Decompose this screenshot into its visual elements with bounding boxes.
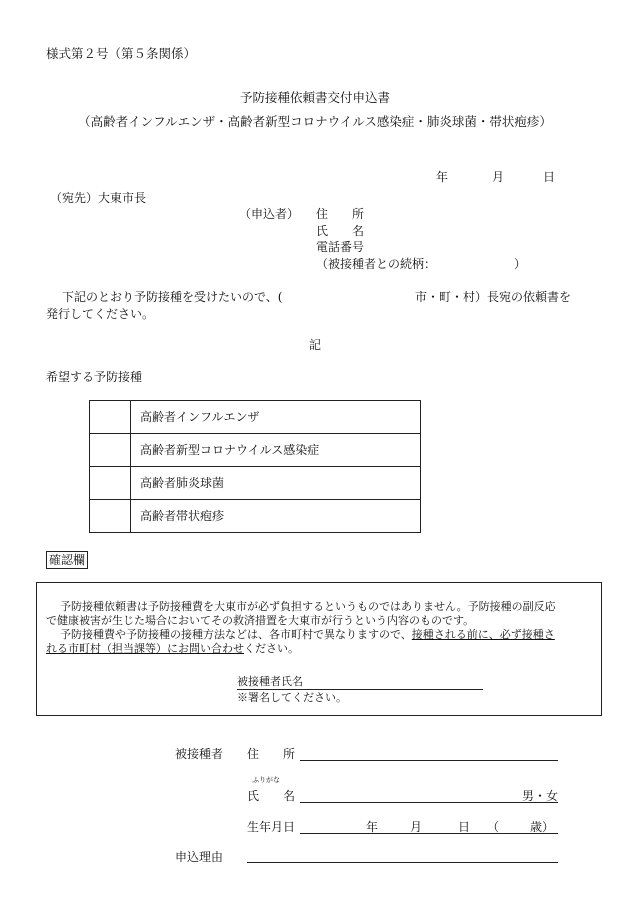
vaccine-table xyxy=(89,400,421,533)
age-open-paren: （ xyxy=(487,820,500,834)
applicant-label: （申込者） xyxy=(239,207,300,221)
form-number: 様式第２号（第５条関係） xyxy=(46,46,197,61)
notice-para2-line2 xyxy=(46,642,299,656)
sign-label: 被接種者氏名 xyxy=(237,675,303,688)
date-month-label: 月 xyxy=(492,170,505,184)
vaccine-checkbox[interactable] xyxy=(90,500,131,533)
vaccine-checkbox[interactable] xyxy=(90,467,131,500)
notice-para1-line2: で健康被害が生じた場合においてその救済措置を大東市が行うという内容のものです。 xyxy=(46,614,475,627)
desired-vaccination-label: 希望する予防接種 xyxy=(46,370,143,384)
recipient-label: 被接種者 xyxy=(175,747,224,761)
reason-field[interactable] xyxy=(247,862,558,863)
recipient-name-label: 氏 名 xyxy=(247,789,296,803)
date-year-label: 年 xyxy=(436,170,449,184)
vaccine-name: 高齢者肺炎球菌 xyxy=(131,467,421,500)
confirmation-label: 確認欄 xyxy=(46,551,88,569)
recipient-address-field[interactable] xyxy=(300,760,558,761)
notice-para1-line1: 予防接種依頼書は予防接種費を大東市が必ず負担するというものではありません。予防接種の副反応 xyxy=(60,600,556,613)
dob-year-label: 年 xyxy=(366,820,379,834)
vaccine-row xyxy=(90,434,421,467)
page-subtitle: （高齢者インフルエンザ・高齢者新型コロナウイルス感染症・肺炎球菌・帯状疱疹） xyxy=(78,114,552,129)
applicant-relation-label: （被接種者との続柄： ） xyxy=(316,257,527,271)
request-text-line2: 発行してください。 xyxy=(46,307,155,321)
notice-para2-text: 予防接種費や予防接種の接種方法などは、各市町村で異なりますので、 xyxy=(60,628,412,641)
notice-para2-underline: 接種される前に、必ず接種さ xyxy=(411,628,555,641)
furigana-label: ふりがな xyxy=(252,776,280,784)
vaccine-row xyxy=(90,500,421,533)
notice-para2-rest: ください。 xyxy=(244,642,299,655)
vaccine-row xyxy=(90,401,421,434)
applicant-address-label: 住 所 xyxy=(316,207,365,221)
page-title: 予防接種依頼書交付申込書 xyxy=(239,90,390,105)
addressee: （宛先）大東市長 xyxy=(50,191,147,205)
vaccine-checkbox[interactable] xyxy=(90,401,131,434)
applicant-phone-label: 電話番号 xyxy=(316,240,365,254)
date-day-label: 日 xyxy=(543,170,556,184)
vaccine-name: 高齢者新型コロナウイルス感染症 xyxy=(131,434,421,467)
ki-heading: 記 xyxy=(309,338,322,352)
age-label: 歳） xyxy=(530,820,555,834)
dob-field[interactable] xyxy=(300,833,558,834)
notice-box xyxy=(36,582,602,716)
vaccine-row xyxy=(90,467,421,500)
sign-line[interactable] xyxy=(237,689,483,690)
notice-para2-underline-2: れる市町村（担当課等）にお問い合わせ xyxy=(46,642,244,655)
request-text-city: 市・町・村）長宛の依頼書を xyxy=(415,290,572,304)
request-text-line1: 下記のとおり予防接種を受けたいので、( xyxy=(62,290,283,304)
notice-para2-line1 xyxy=(60,628,555,642)
dob-month-label: 月 xyxy=(410,820,423,834)
reason-label: 申込理由 xyxy=(175,850,224,864)
applicant-name-label: 氏 名 xyxy=(316,224,365,238)
dob-label: 生年月日 xyxy=(247,820,296,834)
vaccine-name: 高齢者帯状疱疹 xyxy=(131,500,421,533)
sign-note: ※署名してください。 xyxy=(237,691,347,704)
vaccine-name: 高齢者インフルエンザ xyxy=(131,401,421,434)
sex-option[interactable]: 男・女 xyxy=(522,789,559,803)
recipient-address-label: 住 所 xyxy=(247,747,296,761)
vaccine-checkbox[interactable] xyxy=(90,434,131,467)
recipient-name-field[interactable] xyxy=(300,802,558,803)
dob-day-label: 日 xyxy=(458,820,471,834)
